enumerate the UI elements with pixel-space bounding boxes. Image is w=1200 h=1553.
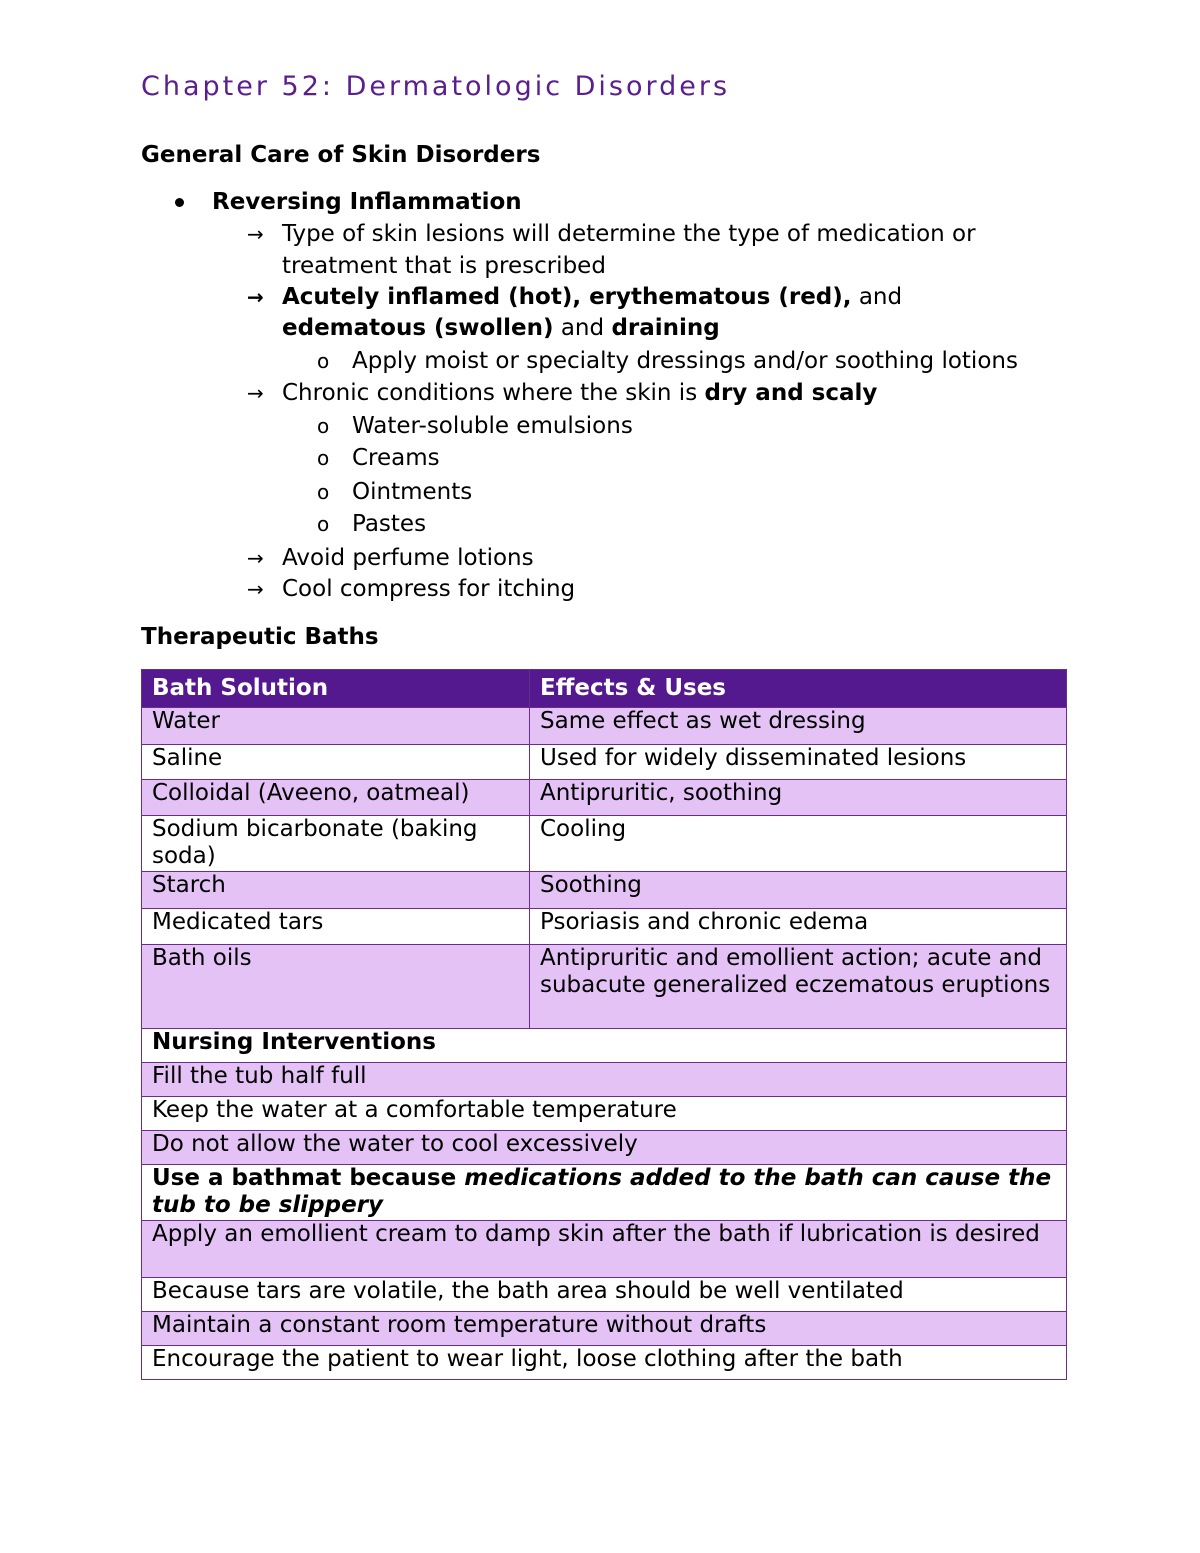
sub-bullet-icon: o <box>317 446 330 470</box>
and-text: and <box>553 315 612 341</box>
effect-cell: Cooling <box>530 816 1067 872</box>
bullet-reversing-inflammation: Reversing Inflammation <box>212 189 522 215</box>
bath-solution-cell: Saline <box>142 745 530 780</box>
item-avoid-perfume: Avoid perfume lotions <box>282 545 534 571</box>
effect-cell: Psoriasis and chronic edema <box>530 909 1067 945</box>
sub-item-emulsions: Water-soluble emulsions <box>352 413 633 439</box>
arrow-icon: → <box>247 546 264 570</box>
column-header-effects-uses: Effects & Uses <box>530 670 1067 708</box>
therapeutic-baths-heading: Therapeutic Baths <box>141 624 379 650</box>
intervention-cell: Because tars are volatile, the bath area should be well ventilated <box>142 1278 1067 1312</box>
intervention-row <box>142 1165 1067 1221</box>
table-row <box>142 745 1067 780</box>
intervention-row <box>142 1346 1067 1380</box>
bath-solution-cell: Sodium bicarbonate (baking soda) <box>142 816 530 872</box>
effect-cell: Same effect as wet dressing <box>530 708 1067 745</box>
bath-solution-cell: Water <box>142 708 530 745</box>
slippery-warning-text: medications added to the bath can cause the tub to be slippery <box>152 1165 1052 1218</box>
sub-item-pastes: Pastes <box>352 511 427 537</box>
sub-bullet-icon: o <box>317 480 330 504</box>
bath-solution-cell: Colloidal (Aveeno, oatmeal) <box>142 780 530 816</box>
and-text: and <box>851 284 903 310</box>
item-chronic-conditions <box>282 377 877 409</box>
table-row <box>142 780 1067 816</box>
effect-cell: Used for widely disseminated lesions <box>530 745 1067 780</box>
intervention-cell: Keep the water at a comfortable temperature <box>142 1097 1067 1131</box>
acutely-inflamed-text: Acutely inflamed (hot), erythematous (red), <box>282 284 852 310</box>
draining-text: draining <box>611 315 720 341</box>
item-lesion-type-line2: treatment that is prescribed <box>282 253 606 279</box>
chronic-conditions-text: Chronic conditions where the skin is <box>282 380 705 406</box>
bath-solution-cell: Medicated tars <box>142 909 530 945</box>
intervention-row <box>142 1278 1067 1312</box>
intervention-row <box>142 1221 1067 1278</box>
nursing-interventions-header-row <box>142 1029 1067 1063</box>
sub-bullet-icon: o <box>317 349 330 373</box>
edematous-text: edematous (swollen) <box>282 315 554 341</box>
intervention-cell: Maintain a constant room temperature without drafts <box>142 1312 1067 1346</box>
bath-solution-cell: Starch <box>142 872 530 909</box>
therapeutic-baths-table <box>141 669 1067 1380</box>
item-cool-compress: Cool compress for itching <box>282 576 576 602</box>
nursing-interventions-heading: Nursing Interventions <box>142 1029 1067 1063</box>
table-row <box>142 945 1067 1029</box>
sub-bullet-icon: o <box>317 414 330 438</box>
arrow-icon: → <box>247 577 264 601</box>
intervention-row <box>142 1312 1067 1346</box>
intervention-cell: Encourage the patient to wear light, loose clothing after the bath <box>142 1346 1067 1380</box>
item-acutely-inflamed-line1 <box>282 281 902 313</box>
general-care-heading: General Care of Skin Disorders <box>141 142 541 168</box>
column-header-bath-solution: Bath Solution <box>142 670 530 708</box>
item-acutely-inflamed-line2 <box>282 312 720 344</box>
table-row <box>142 872 1067 909</box>
intervention-cell: Fill the tub half full <box>142 1063 1067 1097</box>
effect-cell: Soothing <box>530 872 1067 909</box>
arrow-icon: → <box>247 285 264 309</box>
intervention-row <box>142 1063 1067 1097</box>
arrow-icon: → <box>247 222 264 246</box>
intervention-cell: Do not allow the water to cool excessively <box>142 1131 1067 1165</box>
effect-cell: Antipruritic and emollient action; acute and subacute generalized eczematous eruptions <box>530 945 1067 1029</box>
item-lesion-type-line1: Type of skin lesions will determine the type of medication or <box>282 221 976 247</box>
bath-solution-cell: Bath oils <box>142 945 530 1029</box>
effect-cell: Antipruritic, soothing <box>530 780 1067 816</box>
sub-item-creams: Creams <box>352 445 440 471</box>
arrow-icon: → <box>247 381 264 405</box>
intervention-row <box>142 1131 1067 1165</box>
chapter-title: Chapter 52: Dermatologic Disorders <box>141 71 731 102</box>
intervention-cell: Apply an emollient cream to damp skin after the bath if lubrication is desired <box>142 1221 1067 1278</box>
table-row <box>142 708 1067 745</box>
sub-bullet-icon: o <box>317 512 330 536</box>
table-row <box>142 816 1067 872</box>
table-header-row <box>142 670 1067 708</box>
intervention-cell-bathmat <box>142 1165 1067 1221</box>
sub-item-ointments: Ointments <box>352 479 473 505</box>
intervention-row <box>142 1097 1067 1131</box>
bullet-dot-icon <box>175 198 184 207</box>
table-row <box>142 909 1067 945</box>
bathmat-text: Use a bathmat because <box>152 1165 465 1191</box>
sub-item-moist-dressings: Apply moist or specialty dressings and/or soothing lotions <box>352 348 1018 374</box>
dry-scaly-text: dry and scaly <box>704 380 878 406</box>
